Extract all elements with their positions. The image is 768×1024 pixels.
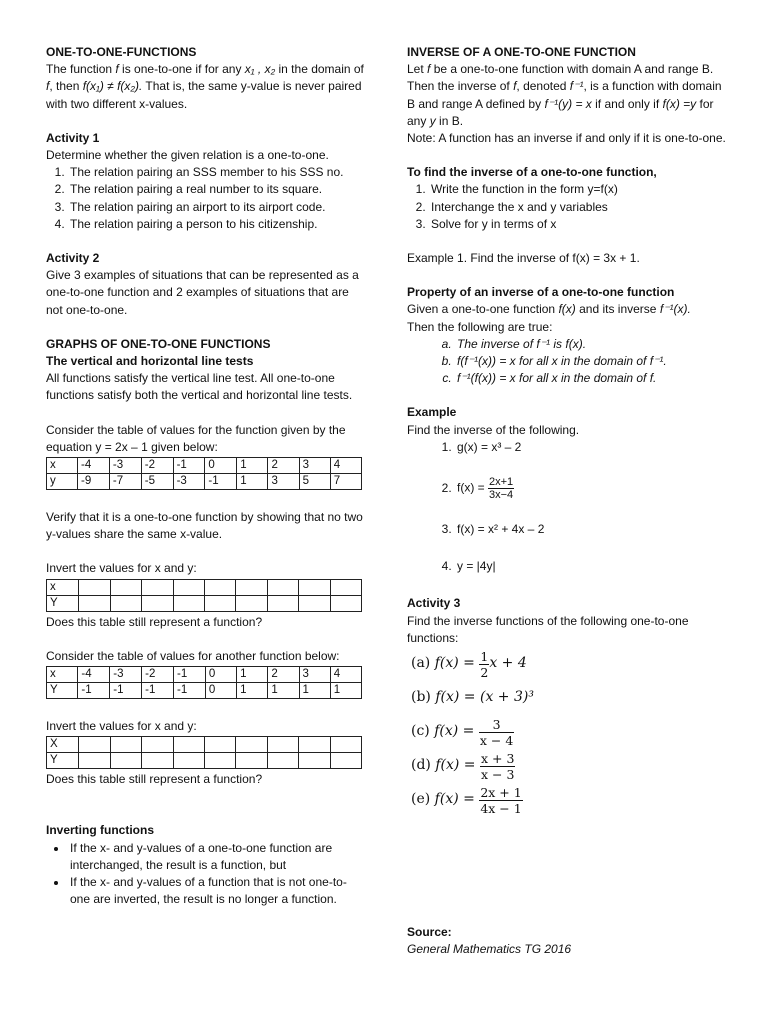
def-text: be a one-to-one function with domain A and range B. Then the inverse of (407, 62, 714, 94)
property-heading: Property of an inverse of a one-to-one function (407, 285, 675, 300)
eq-fraction (479, 649, 489, 680)
table-cell: 1 (299, 683, 330, 699)
blank-cell[interactable] (299, 737, 330, 753)
fraction-denominator: x − 4 (479, 732, 514, 748)
list-item: 3. The relation pairing an airport to its airport code. (68, 199, 366, 216)
eq-label: (e) (411, 791, 431, 808)
def-text: if and only if (591, 96, 663, 111)
def-text: , denoted (516, 79, 570, 94)
fraction-numerator: 2x + 1 (480, 784, 522, 800)
table-cell: Y (47, 753, 79, 769)
table-cell: -5 (141, 474, 173, 490)
table-cell: 0 (205, 458, 237, 474)
example-text: Find the inverse of the following. (407, 422, 580, 437)
table-cell: 2 (268, 458, 299, 474)
activity1-text: Determine whether the given relation is a one-to-one. (46, 148, 329, 163)
table-cell: -2 (141, 458, 173, 474)
table-cell: -1 (78, 683, 110, 699)
table-cell: 4 (330, 667, 361, 683)
blank-cell[interactable] (79, 737, 110, 753)
table-cell: -1 (205, 474, 237, 490)
activity2-text: Give 3 examples of situations that can be represented as a one-to-one function and 2 examples of situations that are not one-to-one. (46, 268, 359, 317)
def-text: Let (407, 62, 428, 77)
table-cell: X (47, 737, 79, 753)
verify-text: Verify that it is a one-to-one function by showing that no two y-values share the same x-value. (46, 510, 363, 542)
def-f: f (115, 62, 119, 77)
table-row (47, 458, 362, 474)
blank-cell[interactable] (79, 595, 110, 611)
list-item: a. The inverse of f⁻¹ is f(x). (455, 336, 727, 353)
blank-cell[interactable] (173, 737, 204, 753)
table-cell: 7 (330, 474, 361, 490)
values-table-2 (46, 666, 362, 699)
source-block (407, 924, 571, 958)
list-item: 3. Solve for y in terms of x (429, 216, 727, 233)
activity3-heading: Activity 3 (407, 596, 461, 611)
invert-instruction-1: Invert the values for x and y: (46, 561, 197, 576)
inverting-functions-heading: Inverting functions (46, 823, 154, 838)
blank-cell[interactable] (236, 753, 267, 769)
table-cell: x (47, 579, 79, 595)
example-list (407, 439, 727, 576)
question-1: Does this table still represent a function? (46, 614, 263, 629)
one-to-one-definition (46, 61, 366, 113)
def-inequality: f(x₁) ≠ f(x₂). (82, 79, 143, 94)
def-f: f (46, 79, 50, 94)
blank-cell[interactable] (110, 579, 141, 595)
blank-cell[interactable] (236, 737, 267, 753)
table-cell: -9 (78, 474, 110, 490)
table-cell: Y (47, 595, 79, 611)
table-cell: 3 (299, 667, 330, 683)
eq-label: (c) (411, 723, 430, 740)
blank-cell[interactable] (173, 579, 204, 595)
def-text: in B. (435, 113, 464, 128)
eq-lhs: f(x) = (435, 757, 476, 774)
list-item: • If the x- and y-values of a one-to-one function are interchanged, the result is a function, but (68, 840, 366, 874)
property-text (407, 301, 727, 318)
equation-a (411, 647, 727, 681)
table-cell: x (47, 667, 78, 683)
table-cell: -4 (78, 667, 110, 683)
eq-label: (b) (411, 689, 431, 706)
table-row (47, 579, 362, 595)
def-text: in the domain of (275, 62, 364, 77)
table-row (47, 753, 362, 769)
blank-cell[interactable] (267, 753, 298, 769)
blank-cell[interactable] (110, 753, 141, 769)
equation-b (411, 681, 727, 715)
list-item: 3. f(x) = x² + 4x – 2 (455, 521, 727, 538)
blank-cell[interactable] (236, 595, 267, 611)
fraction-denominator: 3x−4 (489, 489, 514, 502)
source-text: General Mathematics TG 2016 (407, 942, 572, 957)
example1-text: Example 1. Find the inverse of f(x) = 3x + 1. (407, 251, 640, 266)
table-cell: 4 (330, 458, 361, 474)
blank-cell[interactable] (204, 753, 235, 769)
def-text: That is, the same y-value is never paired with two different x-values. (46, 79, 362, 111)
def-text: The function (46, 62, 116, 77)
fraction-numerator: 3 (479, 717, 514, 733)
blank-cell[interactable] (330, 737, 362, 753)
blank-cell[interactable] (173, 595, 204, 611)
example-heading: Example (407, 405, 457, 420)
table-cell: 2 (268, 667, 299, 683)
table-row (47, 683, 362, 699)
blank-cell[interactable] (299, 753, 330, 769)
def-eq: f(x) =y (662, 96, 697, 111)
inverse-definition (407, 61, 727, 130)
eq-lhs: f(x) = (434, 655, 475, 672)
blank-cell[interactable] (142, 579, 173, 595)
def-y: y (429, 113, 436, 128)
values-table-1 (46, 457, 362, 490)
table-row (47, 474, 362, 490)
table-cell: 0 (205, 667, 236, 683)
property-list (407, 336, 727, 388)
blank-cell[interactable] (267, 737, 298, 753)
question-2: Does this table still represent a function? (46, 772, 263, 787)
line-tests-text: All functions satisfy the vertical line test. All one-to-one functions satisfy both the vertical and horizontal line tests. (46, 371, 353, 403)
list-item: 1. Write the function in the form y=f(x) (429, 181, 727, 198)
eq-lhs: f(x) = (434, 791, 475, 808)
blank-cell[interactable] (236, 579, 267, 595)
table-cell: 5 (299, 474, 330, 490)
list-item: • If the x- and y-values of a function that is not one-to-one are inverted, the result is no longer a function. (68, 874, 366, 908)
table-cell: 1 (237, 667, 268, 683)
table-row (47, 737, 362, 753)
eq-label: (d) (411, 757, 431, 774)
note-text: Note: A function has an inverse if and only if it is one-to-one. (407, 131, 726, 146)
def-f: f (513, 79, 517, 94)
table-cell: 1 (330, 683, 361, 699)
blank-cell[interactable] (142, 595, 173, 611)
left-column (46, 44, 366, 909)
def-x1x2: x₁ , x₂ (244, 62, 276, 77)
def-eq: f⁻¹(y) = x (544, 96, 592, 111)
blank-cell[interactable] (142, 737, 173, 753)
prop-finv: f⁻¹(x). (659, 302, 691, 317)
graphs-heading: GRAPHS OF ONE-TO-ONE FUNCTIONS (46, 336, 271, 351)
activity1-list (46, 164, 366, 233)
eq-rest: x + 4 (489, 655, 527, 672)
table-cell: 1 (268, 683, 299, 699)
table-cell: x (47, 458, 78, 474)
fraction-denominator: 2 (480, 664, 489, 680)
eq-fraction (479, 785, 522, 816)
activity3-equations (411, 647, 727, 817)
right-column (407, 44, 727, 817)
invert-instruction-2: Invert the values for x and y: (46, 719, 197, 734)
list-item: 2. Interchange the x and y variables (429, 199, 727, 216)
blank-cell[interactable] (79, 579, 110, 595)
blank-cell[interactable] (142, 753, 173, 769)
inverting-functions-list (46, 840, 366, 909)
def-text: , is a function with domain B and range A defined by (407, 79, 722, 111)
property-then: Then the following are true: (407, 319, 553, 334)
eq-fraction (479, 717, 514, 748)
table-cell: -1 (142, 683, 174, 699)
line-tests-subheading: The vertical and horizontal line tests (46, 354, 254, 369)
list-item: 1. The relation pairing an SSS member to his SSS no. (68, 164, 366, 181)
activity1-heading: Activity 1 (46, 130, 100, 145)
prop-text: Given a one-to-one function (407, 302, 559, 317)
prop-text: and its inverse (575, 302, 660, 317)
table-cell: -3 (110, 667, 142, 683)
blank-table-1 (46, 579, 362, 612)
table-cell: y (47, 474, 78, 490)
table-cell: -1 (174, 683, 206, 699)
table-cell: -3 (173, 474, 205, 490)
blank-cell[interactable] (204, 579, 235, 595)
table-cell: -1 (110, 683, 142, 699)
one-to-one-heading: ONE-TO-ONE-FUNCTIONS (46, 45, 197, 59)
table2-intro: Consider the table of values for another function below: (46, 648, 340, 663)
eq-expr: f(x) = (x + 3)³ (435, 689, 534, 706)
table-row (47, 667, 362, 683)
blank-cell[interactable] (204, 737, 235, 753)
blank-cell[interactable] (110, 737, 141, 753)
fraction-denominator: x − 3 (480, 766, 515, 782)
blank-cell[interactable] (267, 579, 298, 595)
table-row (47, 595, 362, 611)
table-cell: -7 (109, 474, 141, 490)
def-text: , then (49, 79, 83, 94)
table-cell: 1 (237, 683, 268, 699)
list-item: 2. The relation pairing a real number to its square. (68, 181, 366, 198)
prop-fx: f(x) (558, 302, 576, 317)
table-cell: -3 (109, 458, 141, 474)
activity3-text: Find the inverse functions of the following one-to-one functions: (407, 613, 689, 645)
list-item: b. f(f⁻¹(x)) = x for all x in the domain of f⁻¹. (455, 353, 727, 370)
def-text: is one-to-one if for any (118, 62, 245, 77)
blank-cell[interactable] (110, 595, 141, 611)
table-cell: -1 (174, 667, 206, 683)
blank-table-2 (46, 736, 362, 769)
source-label: Source: (407, 925, 452, 939)
table1-intro: Consider the table of values for the function given by the equation y = 2x – 1 given below: (46, 422, 346, 454)
blank-cell[interactable] (330, 595, 362, 611)
fraction-numerator: 2x+1 (489, 476, 514, 489)
table-cell: -2 (142, 667, 174, 683)
list-item: 1. g(x) = x³ – 2 (455, 439, 727, 456)
equation-c (411, 715, 727, 749)
table-cell: 0 (205, 683, 236, 699)
eq-fraction (480, 751, 515, 782)
activity2-heading: Activity 2 (46, 251, 100, 266)
def-text: for any (407, 96, 714, 128)
fraction-denominator: 4x − 1 (480, 800, 522, 816)
blank-cell[interactable] (173, 753, 204, 769)
table-cell: -1 (173, 458, 205, 474)
def-finv: f⁻¹ (569, 79, 584, 94)
list-item (455, 476, 727, 501)
blank-cell[interactable] (299, 595, 330, 611)
blank-cell[interactable] (299, 579, 330, 595)
table-cell: -4 (78, 458, 110, 474)
table-cell: 3 (268, 474, 299, 490)
find-steps-list (407, 181, 727, 233)
table-cell: 1 (237, 458, 268, 474)
blank-cell[interactable] (267, 595, 298, 611)
fraction-numerator: 1 (480, 648, 489, 664)
blank-cell[interactable] (204, 595, 235, 611)
eq-lhs: f(x) = (434, 723, 475, 740)
list-item: 4. y = |4y| (455, 558, 727, 575)
list-item: 4. The relation pairing a person to his citizenship. (68, 216, 366, 233)
table-cell: Y (47, 683, 78, 699)
equation-d (411, 749, 727, 783)
ex2-fraction (488, 476, 514, 501)
equation-e (411, 783, 727, 817)
inverse-heading: INVERSE OF A ONE-TO-ONE FUNCTION (407, 45, 636, 59)
list-item: c. f⁻¹(f(x)) = x for all x in the domain of f. (455, 370, 727, 387)
table-cell: 1 (237, 474, 268, 490)
eq-label: (a) (411, 655, 431, 672)
find-inverse-heading: To find the inverse of a one-to-one function, (407, 165, 657, 180)
table-cell: 3 (299, 458, 330, 474)
blank-cell[interactable] (330, 753, 362, 769)
blank-cell[interactable] (79, 753, 110, 769)
def-f: f (427, 62, 431, 77)
blank-cell[interactable] (330, 579, 362, 595)
fraction-numerator: x + 3 (480, 750, 515, 766)
ex2-lhs: f(x) = (457, 480, 485, 495)
